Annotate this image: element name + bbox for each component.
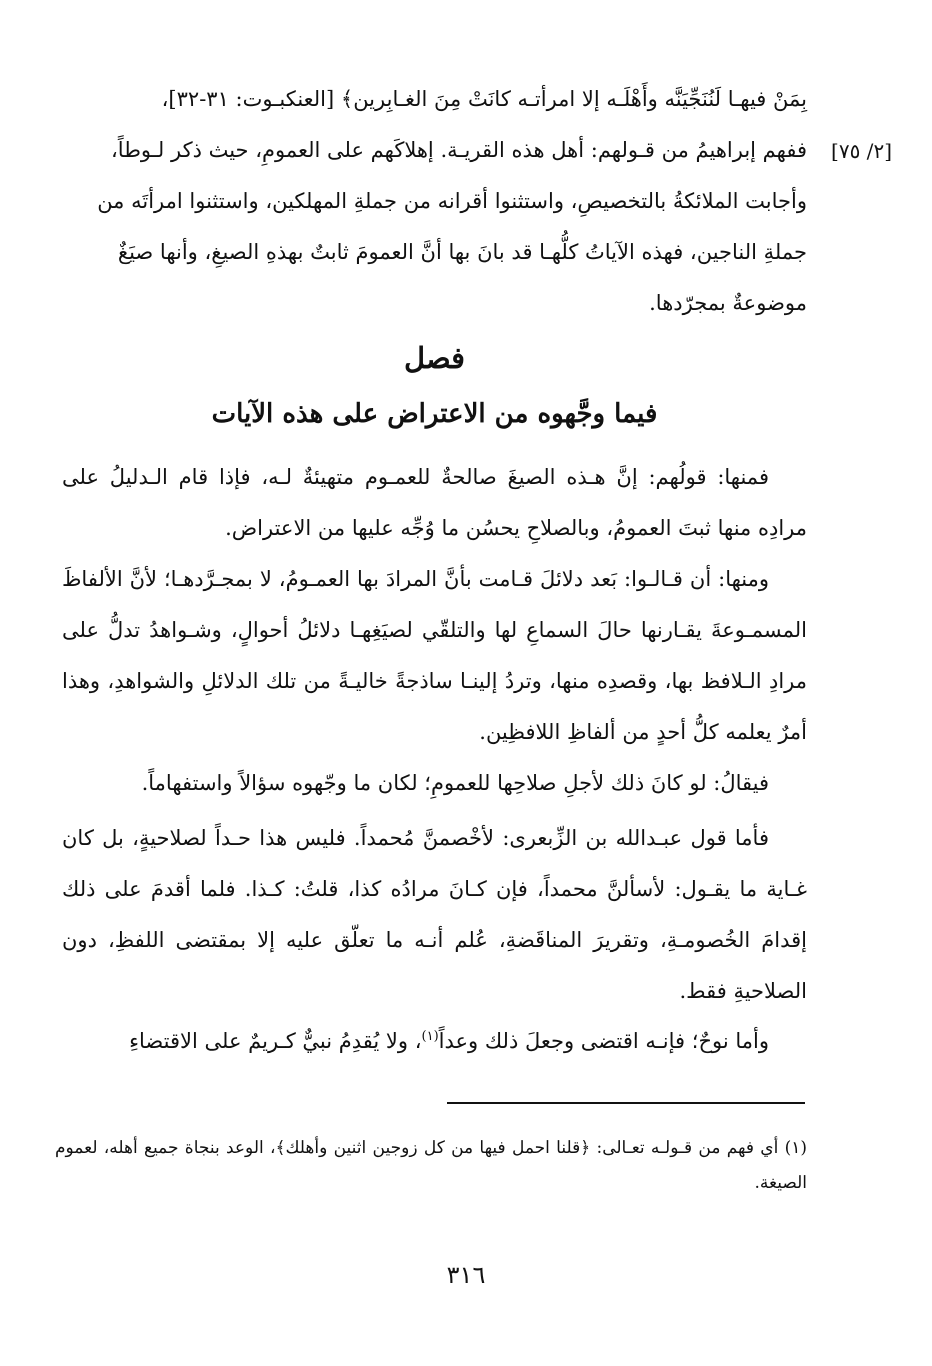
intro-paragraph [62,74,807,329]
paragraph-text [62,1016,807,1067]
page-number: ٣١٦ [446,1261,486,1289]
footnote-separator [447,1102,805,1104]
paragraph-nuh-end: ، ولا يُقدِمُ نبيٌّ كـريمٌ على الاقتضاءِ [129,1029,422,1053]
paragraph-nuh-start: وأما نوحٌ؛ فإنـه اقتضى وجعلَ ذلك وعداً [438,1029,769,1053]
intro-line: ففهم إبراهيمُ من قـولهم: أهل هذه القريـة. إهلاكَهم على العمومِ، حيث ذكر لـوطاً، [111,138,807,162]
paragraph-nuh [62,1016,807,1067]
paragraph-text: ومنها: أن قـالـوا: بَعد دلائلَ قـامت بأنَّ المرادَ بها العمـومُ، لا بمجـرَّدهـا؛ لأنَّ الألفاظَ المسمـوعةَ يقـارنها حالَ السماعِ لها والتلقّي لصيَغِهـا دلائلُ أحوالٍ، وشـواهدُ تدلُّ على مرادِ الـلافظ بها، وقصدِه منها، وتردُ إلينـا ساذجةً خاليـةً من تلك الدلائلِ والشواهدِ، وهذا أمرٌ يعلمه كلُّ أحدٍ من ألفاظِ اللافظِين. [62,567,807,744]
intro-line: وأجابت الملائكةُ بالتخصيصِ، واستثنوا أقرانه من جملةِ المهلكين، واستثنوا امرأتَه من [97,189,807,213]
paragraph-response [62,758,807,809]
paragraph-text: فيقالُ: لو كانَ ذلك لأجلِ صلاحِها للعمومِ؛ لكان ما وجّهوه سؤالاً واستفهاماً. [141,771,769,795]
footnote: (١) أي فهم من قـولـه تعـالى: ﴿قلنا احمل فيها من كل زوجين اثنين وأهلك﴾، الوعد بنجاة جميع أهله، لعموم الصيغة. [55,1138,807,1193]
margin-volume-page-reference: [٢/ ٧٥] [831,139,892,163]
intro-line: جملةِ الناجين، فهذه الآياتُ كلُّهـا قد بانَ بها أنَّ العمومَ ثابتٌ بهذهِ الصيغِ، وأنها صيَغٌ [117,240,807,264]
paragraph-text: فأما قول عبـدالله بن الزِّبعرى: لأخْصمنَّ مُحمداً. فليس هذا حـداً لصلاحيةٍ، بل كان غـاية ما يقـول: لأسألنَّ محمداً، فإن كـانَ مرادُه كذا، قلتُ: كـذا. فلما أقدمَ على ذلك إقدامَ الخُصومـةِ، وتقريرَ المناقَضةِ، عُلم أنـه ما تعلّق عليه إلا بمقتضى اللفظِ، دون الصلاحيةِ فقط. [62,826,807,1003]
section-heading: فصل [404,341,465,375]
intro-line: بِمَنْ فيهـا لَنُنَجِّيَنَّه وأَهْلَـه إلا امرأتـه كانَتْ مِنَ الغـابِرين﴾ [العنكبـوت: ٣١-٣٢]، [161,87,807,111]
paragraph-objection-one [62,452,807,554]
paragraph-objection-two [62,554,807,758]
paragraph-text: فمنها: قولُهم: إنَّ هـذه الصيغَ صالحةٌ للعمـوم متهيئةٌ لـه، فإذا قام الـدليلُ على مرادِه منها ثبتَ العمومُ، وبالصلاحِ يحسُن ما وُجِّه عليها من الاعتراض. [62,465,807,540]
section-subheading: فيما وجَّهوه من الاعتراض على هذه الآيات [211,399,658,429]
paragraph-ibn-zibara [62,813,807,1017]
footnote-reference-mark: (١) [421,1029,439,1044]
intro-line: موضوعةٌ بمجرّدها. [649,291,807,315]
